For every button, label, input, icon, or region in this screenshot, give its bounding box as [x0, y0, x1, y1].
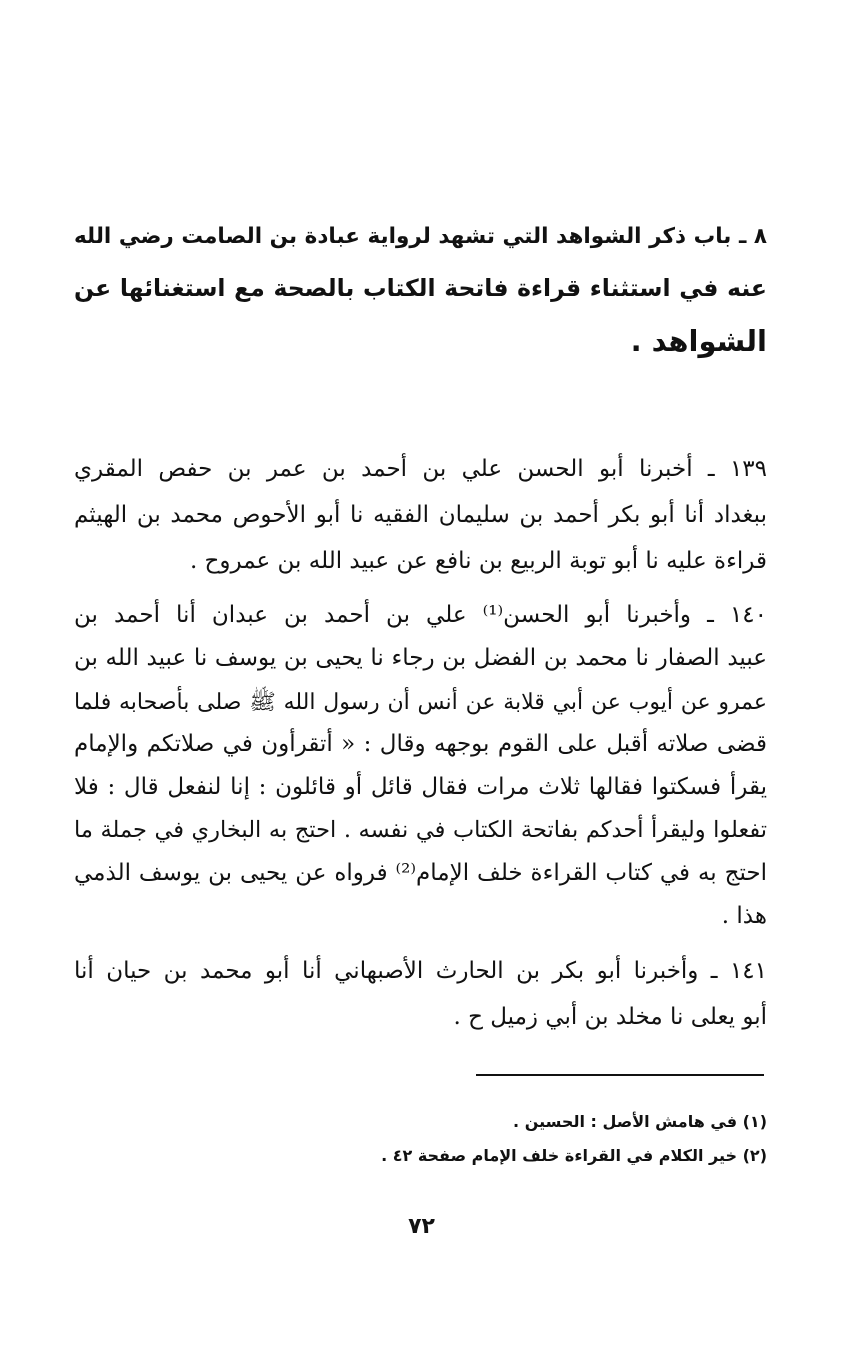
- text-line: تفعلوا وليقرأ أحدكم بفاتحة الكتاب في نفسه . احتج به البخاري في جملة ما: [74, 817, 767, 843]
- text-line: قراءة عليه نا أبو توبة الربيع بن نافع عن عبيد الله بن عمروح .: [189, 548, 767, 574]
- text-line: احتج به في كتاب القراءة خلف الإمام⁽²⁾ فرواه عن يحيى بن يوسف الذمي: [74, 860, 767, 886]
- heading-line: ٨ ـ باب ذكر الشواهد التي تشهد لرواية عبادة بن الصامت رضي الله: [74, 224, 767, 249]
- text-line: ١٤١ ـ وأخبرنا أبو بكر بن الحارث الأصبهاني أنا أبو محمد بن حيان أنا: [74, 958, 767, 984]
- text-line: ١٣٩ ـ أخبرنا أبو الحسن علي بن أحمد بن عمر بن حفص المقري: [74, 456, 767, 482]
- text-line: هذا .: [721, 903, 767, 929]
- text-line: ببغداد أنا أبو بكر أحمد بن سليمان الفقيه نا أبو الأحوص محمد بن الهيثم: [74, 502, 767, 528]
- text-line: أبو يعلى نا مخلد بن أبي زميل ح .: [453, 1004, 767, 1030]
- text-line: ١٤٠ ـ وأخبرنا أبو الحسن⁽¹⁾ علي بن أحمد بن عبدان أنا أحمد بن: [74, 602, 767, 628]
- footnote-2: (٢) خير الكلام في القراءة خلف الإمام صفحة ٤٢ .: [381, 1146, 767, 1165]
- heading-line: الشواهد .: [630, 324, 767, 358]
- footnote-separator: [476, 1074, 764, 1076]
- text-line: عمرو عن أيوب عن أبي قلابة عن أنس أن رسول الله ﷺ صلى بأصحابه فلما: [74, 690, 767, 715]
- footnote-1: (١) في هامش الأصل : الحسين .: [513, 1112, 767, 1131]
- text-line: يقرأ فسكتوا فقالها ثلاث مرات فقال قائل أو قائلون : إنا لنفعل قال : فلا: [74, 774, 767, 800]
- heading-line: عنه في استثناء قراءة فاتحة الكتاب بالصحة مع استغنائها عن: [74, 274, 767, 302]
- text-line: قضى صلاته أقبل على القوم بوجهه وقال : « أتقرأون في صلاتكم والإمام: [74, 731, 767, 757]
- page-number: ٧٢: [408, 1214, 435, 1239]
- text-line: عبيد الصفار نا محمد بن الفضل بن رجاء نا يحيى بن يوسف نا عبيد الله بن: [74, 645, 767, 671]
